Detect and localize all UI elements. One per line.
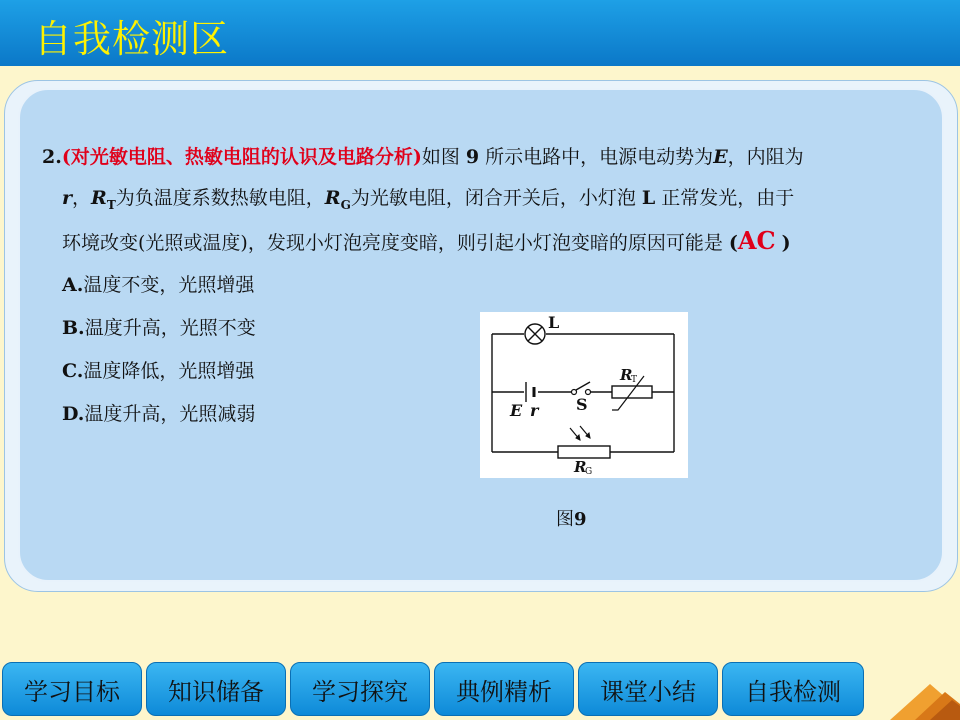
option-text: 温度降低，光照增强 — [83, 360, 255, 382]
battery-symbol — [526, 382, 534, 402]
option-letter: C. — [62, 360, 84, 382]
nav-class-summary[interactable] — [578, 662, 718, 716]
caption-prefix: 图 — [556, 509, 574, 530]
symbol-e: E — [713, 146, 728, 168]
label-rt-sub: T — [631, 375, 638, 385]
label-rg: R — [574, 458, 587, 476]
symbol-r: r — [62, 187, 73, 209]
option-d[interactable] — [62, 399, 255, 426]
symbol-l: L — [641, 187, 656, 209]
option-letter: D. — [62, 403, 85, 425]
question-line-2 — [62, 183, 794, 212]
lamp-symbol — [525, 324, 545, 344]
question-text: ， — [72, 187, 92, 209]
nav-label: 学习目标 — [24, 677, 120, 706]
option-a[interactable] — [62, 270, 254, 297]
nav-label: 典例精析 — [456, 677, 552, 706]
circuit-figure — [480, 312, 688, 478]
question-line-1 — [42, 142, 804, 169]
nav-label: 自我检测 — [745, 677, 841, 706]
switch-symbol — [572, 382, 591, 395]
caption-number: 9 — [574, 509, 587, 530]
question-line-3 — [62, 226, 791, 255]
option-letter: B. — [62, 317, 85, 339]
nav-example-analysis[interactable] — [434, 662, 574, 716]
label-lamp: L — [548, 313, 560, 332]
option-b[interactable] — [62, 313, 256, 340]
nav-label: 知识储备 — [168, 677, 264, 706]
nav-learning-goals[interactable] — [2, 662, 142, 716]
paren-close: ) — [781, 232, 791, 254]
rg-resistor — [558, 426, 610, 458]
nav-label: 课堂小结 — [600, 677, 696, 706]
corner-decoration — [870, 670, 960, 720]
nav-label: 学习探究 — [312, 677, 408, 706]
option-text: 温度升高，光照减弱 — [84, 403, 256, 425]
label-emf: E — [510, 401, 523, 420]
symbol-rt: R — [91, 187, 107, 209]
option-letter: A. — [62, 274, 84, 296]
option-c[interactable] — [62, 356, 254, 383]
symbol-rg: R — [324, 187, 341, 209]
figure-caption — [556, 505, 587, 531]
question-text: 正常发光，由于 — [661, 187, 795, 209]
paren-open: ( — [728, 232, 738, 254]
option-text: 温度升高，光照不变 — [84, 317, 256, 339]
figure-ref: 9 — [465, 146, 480, 168]
question-text: 如图 — [421, 146, 460, 168]
nav-self-test[interactable] — [722, 662, 864, 716]
label-rg-sub: G — [585, 467, 593, 477]
question-text: ，内阻为 — [727, 146, 804, 168]
question-text: 环境改变(光照或温度)，发现小灯泡亮度变暗，则引起小灯泡变暗的原因可能是 — [62, 232, 723, 254]
question-number: 2. — [42, 146, 62, 168]
circuit-diagram — [480, 312, 688, 478]
question-text: 为负温度系数热敏电阻， — [115, 187, 325, 209]
label-switch: S — [576, 395, 588, 414]
page-title: 自我检测区 — [34, 17, 230, 61]
question-text: 为光敏电阻，闭合开关后，小灯泡 — [350, 187, 636, 209]
option-text: 温度不变，光照增强 — [83, 274, 255, 296]
question-tag: (对光敏电阻、热敏电阻的认识及电路分析) — [61, 146, 422, 168]
label-rt: R — [620, 366, 633, 384]
nav-learning-explore[interactable] — [290, 662, 430, 716]
symbol-rg-sub: G — [340, 197, 351, 212]
symbol-rt-sub: T — [106, 197, 116, 212]
label-internal: r — [530, 401, 539, 420]
question-text: 所示电路中，电源电动势为 — [485, 146, 714, 168]
answer-text: AC — [737, 226, 776, 255]
header-bar — [0, 0, 960, 66]
nav-knowledge-reserve[interactable] — [146, 662, 286, 716]
